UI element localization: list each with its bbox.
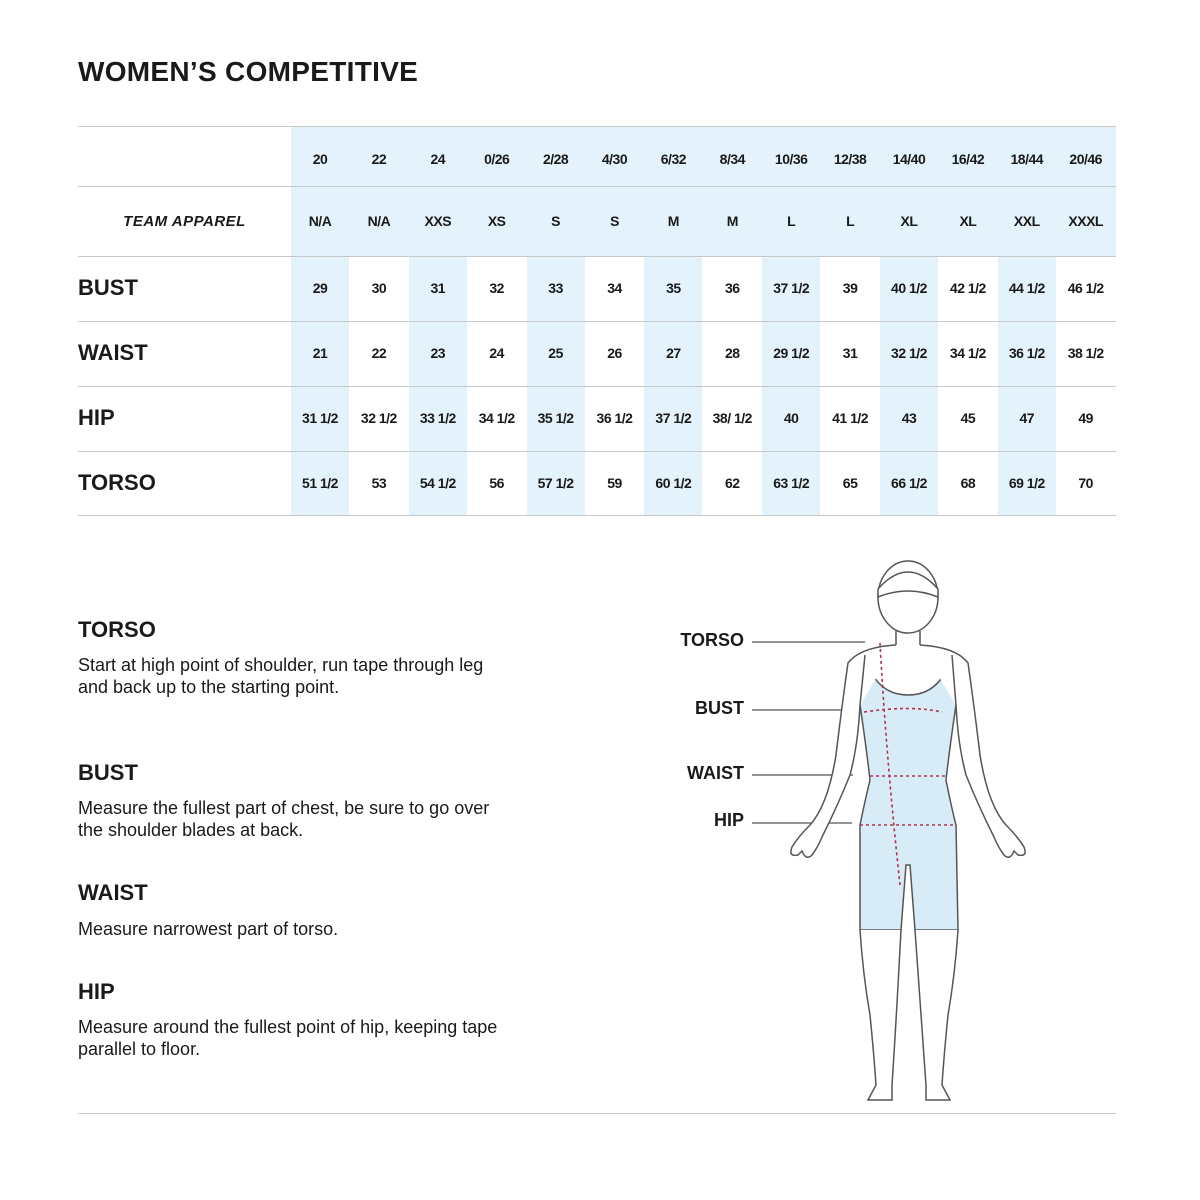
row-label-waist: WAIST: [78, 340, 148, 365]
waist-instruction: Measure narrowest part of torso.: [78, 919, 339, 939]
figure-label-torso: TORSO: [680, 630, 744, 650]
measurement-cell: 43: [901, 410, 917, 426]
measurement-cell: 36 1/2: [596, 410, 633, 426]
measurement-cell: 44 1/2: [1008, 280, 1045, 296]
measurement-cell: 32 1/2: [360, 410, 397, 426]
measurement-cell: 33 1/2: [419, 410, 456, 426]
table-row-divider: [78, 186, 1116, 187]
measurement-cell: 34: [607, 280, 622, 296]
team-apparel-cell: M: [667, 213, 679, 229]
measurement-cell: 60 1/2: [655, 475, 692, 491]
hip-instruction: Measure around the fullest point of hip, keeping tape parallel to floor.: [78, 1017, 498, 1059]
team-apparel-cell: XXL: [1013, 213, 1040, 229]
measurement-cell: 59: [607, 475, 622, 491]
bust-heading: BUST: [78, 760, 138, 785]
table-row-divider: [78, 515, 1116, 516]
measurement-cell: 36: [725, 280, 740, 296]
measurement-cell: 47: [1019, 410, 1035, 426]
size-header-cell: 8/34: [719, 151, 745, 167]
body-silhouette-svg: [660, 555, 1100, 1115]
measurement-cell: 32: [489, 280, 504, 296]
figure-label-waist: WAIST: [687, 763, 744, 783]
measurement-cell: 42 1/2: [949, 280, 986, 296]
measurement-cell: 66 1/2: [891, 475, 927, 491]
size-header-cell: 22: [371, 151, 387, 167]
team-apparel-cell: S: [551, 213, 561, 229]
torso-heading: TORSO: [78, 617, 156, 642]
size-header-cell: 18/44: [1010, 151, 1044, 167]
size-header-cell: 2/28: [542, 151, 569, 167]
measurement-cell: 51 1/2: [302, 475, 338, 491]
measurement-cell: 24: [489, 345, 504, 361]
measurement-cell: 62: [725, 475, 740, 491]
measurement-cell: 54 1/2: [419, 475, 456, 491]
team-apparel-cell: XXXL: [1068, 213, 1103, 229]
team-apparel-cell: L: [846, 213, 855, 229]
size-chart-table: [78, 126, 1116, 516]
measurement-cell: 35: [666, 280, 681, 296]
measurement-cell: 29 1/2: [773, 345, 810, 361]
size-header-cell: 20: [312, 151, 328, 167]
row-label-torso: TORSO: [78, 470, 156, 495]
measurement-cell: 31: [430, 280, 446, 296]
measurement-cell: 45: [960, 410, 976, 426]
team-apparel-cell: M: [726, 213, 738, 229]
measurement-cell: 40: [783, 410, 799, 426]
measurement-cell: 29: [312, 280, 328, 296]
measurement-cell: 46 1/2: [1067, 280, 1104, 296]
measurement-cell: 31 1/2: [302, 410, 338, 426]
measurement-cell: 37 1/2: [773, 280, 810, 296]
team-apparel-cell: XXS: [424, 213, 452, 229]
measurement-cell: 27: [666, 345, 681, 361]
size-header-cell: 20/46: [1069, 151, 1102, 167]
left-leg-outline: [860, 930, 901, 1100]
measurement-cell: 35 1/2: [537, 410, 574, 426]
figure-label-hip: HIP: [713, 810, 744, 830]
table-row-divider: [78, 386, 1116, 387]
measurement-cell: 39: [842, 280, 858, 296]
measurement-cell: 28: [725, 345, 740, 361]
team-apparel-cell: N/A: [308, 213, 332, 229]
figure-label-bust: BUST: [695, 698, 744, 718]
footer-divider: [78, 1113, 1116, 1114]
size-header-cell: 14/40: [892, 151, 926, 167]
table-row-divider: [78, 451, 1116, 452]
measurement-cell: 56: [489, 475, 504, 491]
hip-heading: HIP: [78, 979, 115, 1004]
row-label-hip: HIP: [78, 405, 115, 430]
size-header-cell: 24: [430, 151, 446, 167]
table-row-divider: [78, 126, 1116, 127]
size-header-cell: 12/38: [833, 151, 867, 167]
waist-heading: WAIST: [78, 880, 148, 905]
measurement-cell: 30: [371, 280, 387, 296]
measurement-cell: 36 1/2: [1008, 345, 1045, 361]
size-header-cell: 0/26: [484, 151, 510, 167]
measurement-cell: 40 1/2: [891, 280, 927, 296]
team-apparel-cell: XS: [487, 213, 506, 229]
table-row-divider: [78, 321, 1116, 322]
body-measurement-figure: [660, 555, 1100, 1115]
measurement-cell: 23: [430, 345, 446, 361]
team-apparel-cell: S: [610, 213, 619, 229]
measurement-cell: 34 1/2: [478, 410, 515, 426]
size-header-cell: 4/30: [601, 151, 628, 167]
team-apparel-cell: N/A: [367, 213, 391, 229]
measurement-cell: 49: [1078, 410, 1093, 426]
measurement-cell: 26: [607, 345, 622, 361]
measurement-cell: 32 1/2: [891, 345, 927, 361]
size-header-cell: 16/42: [951, 151, 985, 167]
swimsuit-fill: [860, 655, 958, 930]
measurement-cell: 25: [548, 345, 563, 361]
measurement-cell: 57 1/2: [537, 475, 574, 491]
row-label-bust: BUST: [78, 275, 138, 300]
measurement-cell: 69 1/2: [1008, 475, 1045, 491]
measurement-cell: 34 1/2: [949, 345, 986, 361]
measurement-cell: 38 1/2: [1067, 345, 1104, 361]
team-apparel-cell: XL: [900, 213, 918, 229]
measurement-cell: 70: [1078, 475, 1093, 491]
measurement-cell: 22: [371, 345, 387, 361]
measurement-cell: 65: [842, 475, 858, 491]
measurement-cell: 33: [548, 280, 563, 296]
right-leg-outline: [915, 930, 958, 1100]
measurement-cell: 41 1/2: [832, 410, 869, 426]
measurement-cell: 21: [312, 345, 328, 361]
size-header-cell: 10/36: [774, 151, 808, 167]
measurement-cell: 68: [960, 475, 976, 491]
measurement-cell: 31: [842, 345, 858, 361]
bust-instruction: Measure the fullest part of chest, be sure to go over the shoulder blades at back.: [78, 798, 490, 840]
measurement-cell: 53: [371, 475, 387, 491]
table-row-divider: [78, 256, 1116, 257]
team-apparel-cell: L: [787, 213, 796, 229]
team-apparel-label: TEAM APPAREL: [123, 213, 246, 230]
measurement-cell: 38/ 1/2: [712, 410, 752, 426]
page-title: WOMEN’S COMPETITIVE: [78, 56, 419, 87]
torso-instruction: Start at high point of shoulder, run tape through leg and back up to the starting point.: [78, 655, 484, 697]
measurement-cell: 63 1/2: [773, 475, 810, 491]
team-apparel-cell: XL: [959, 213, 977, 229]
size-header-cell: 6/32: [660, 151, 687, 167]
measurement-cell: 37 1/2: [655, 410, 692, 426]
